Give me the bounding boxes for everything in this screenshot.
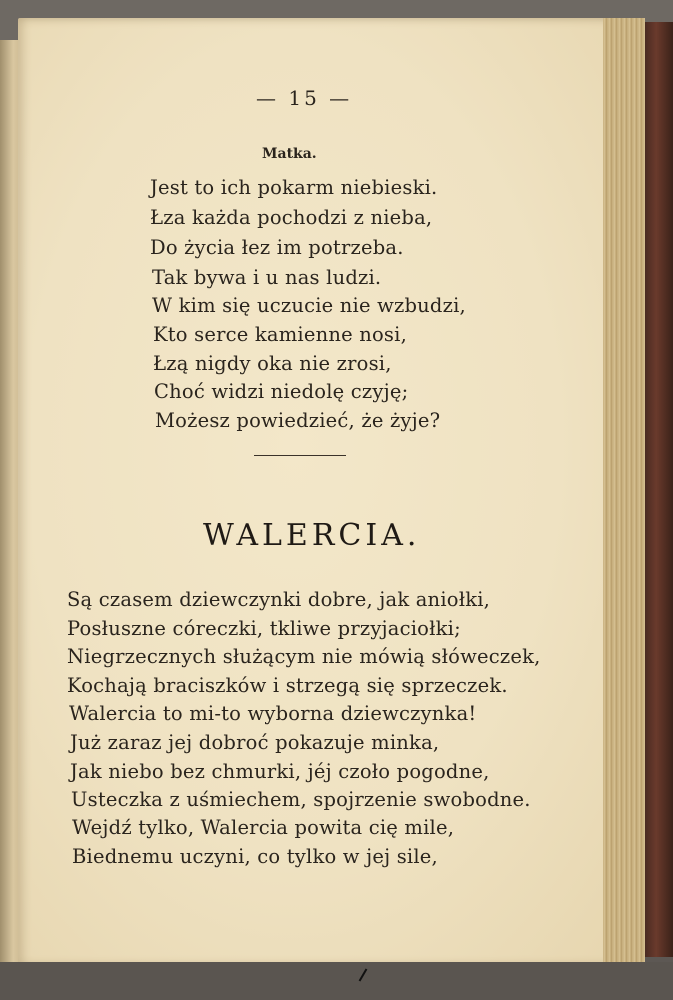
poem-line: Kto serce kamienne nosi, [153,323,407,346]
poem-line: Usteczka z uśmiechem, spojrzenie swobodne. [71,788,531,811]
poem-line: Kochają braciszków i strzegą się sprzeczek. [67,674,508,697]
poem-line: Choć widzi niedolę czyję; [154,380,409,403]
poem-line: Walercia to mi-to wyborna dziewczynka! [69,702,477,725]
poem-line: W kim się uczucie nie wzbudzi, [152,294,466,317]
poem-line: Jak niebo bez chmurki, jéj czoło pogodne, [70,760,490,783]
page-number: — 15 — [256,86,353,110]
section-divider [254,455,346,456]
poem-line: Już zaraz jej dobroć pokazuje minka, [70,731,440,754]
page-stack-edges [603,18,645,966]
poem-line: Są czasem dziewczynki dobre, jak aniołki, [67,588,491,611]
poem-line: Możesz powiedzieć, że żyje? [155,409,441,432]
poem-line: Tak bywa i u nas ludzi. [152,266,382,289]
poem-line: Do życia łez im potrzeba. [150,236,404,259]
poem-line: Jest to ich pokarm niebieski. [150,176,438,199]
poem-line: Łza każda pochodzi z nieba, [150,206,433,229]
poem-line: Biednemu uczyni, co tylko w jej sile, [72,845,438,868]
section-title: WALERCIA. [203,518,421,553]
poem-heading: Matka. [262,146,317,162]
poem-line: Posłuszne córeczki, tkliwe przyjaciołki; [67,617,461,640]
poem-line: Łzą nigdy oka nie zrosi, [153,352,392,375]
book-cover-edge [645,22,673,957]
poem-line: Wejdź tylko, Walercia powita cię mile, [72,816,455,839]
poem-line: Niegrzecznych służącym nie mówią słóweczek, [67,645,541,668]
scan-background-bottom [0,962,673,1000]
